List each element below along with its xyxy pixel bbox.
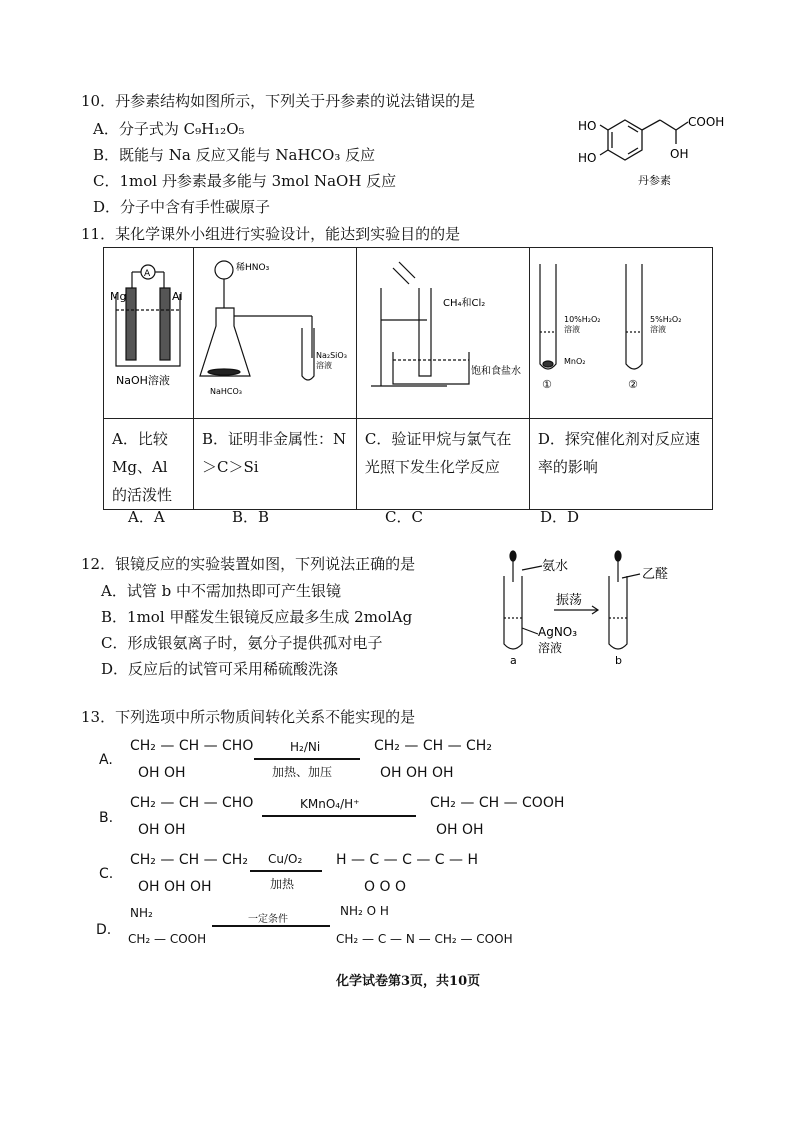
q13-a-arrow (254, 758, 360, 760)
q13-a-product-line1: CH₂ — CH — CH₂ (374, 738, 492, 754)
q10-option-d: D．分子中含有手性碳原子 (93, 198, 271, 216)
q13-stem: 13．下列选项中所示物质间转化关系不能实现的是 (81, 708, 416, 726)
gas-mixture-label: CH₄和Cl₂ (442, 298, 486, 309)
q13-d-arrow (212, 925, 330, 927)
naoh-label: NaOH溶液 (116, 374, 170, 387)
q13-b-reactant-line2: OH OH (138, 822, 186, 838)
ammonia-label: 氨水 (542, 559, 569, 574)
cell-d-text: D．探究催化剂对反应速率的影响 (529, 419, 712, 510)
tube-2-label: ② (627, 378, 638, 391)
q13-a-reactant-line2: OH OH (138, 765, 186, 781)
page-footer: 化学试卷第3页，共10页 (336, 974, 481, 989)
q11-answer-a: A．A (128, 508, 165, 526)
q13-c-reactant-line2: OH OH OH (138, 879, 212, 895)
mg-label: Mg (110, 290, 127, 303)
cooh-label: COOH (688, 115, 725, 129)
cell-b-figure (194, 248, 357, 419)
cell-d-figure (529, 248, 712, 419)
q13-b-arrow (262, 815, 416, 817)
q12-option-d: D．反应后的试管可采用稀硫酸洗涤 (101, 660, 339, 678)
hno3-label: 稀HNO₃ (236, 263, 270, 273)
shake-label: 振荡 (556, 593, 583, 608)
q13-b-product-line1: CH₂ — CH — COOH (430, 795, 565, 811)
h2o2-5-sol-label: 溶液 (649, 325, 666, 334)
q12-option-b: B．1mol 甲醛发生银镜反应最多生成 2molAg (101, 608, 413, 626)
agno3-sol-label: 溶液 (538, 641, 563, 655)
mno2-label: MnO₂ (563, 357, 586, 366)
acidity-apparatus-diagram (194, 248, 354, 414)
q13-d-reactant-line1: NH₂ (130, 906, 153, 920)
q13-a-condition-bottom: 加热、加压 (272, 765, 333, 779)
cell-c-text: C．验证甲烷与氯气在光照下发生化学反应 (356, 419, 529, 510)
q12-option-c: C．形成银氨离子时，氨分子提供孤对电子 (101, 634, 383, 652)
q13-d-condition-top: 一定条件 (248, 914, 288, 925)
tube-a-label: a (510, 654, 517, 667)
q10-stem: 10．丹参素结构如图所示，下列关于丹参素的说法错误的是 (81, 92, 476, 110)
q13-c-condition-bottom: 加热 (270, 877, 295, 891)
q13-b-reactant-line1: CH₂ — CH — CHO (130, 795, 254, 811)
danshensu-structure-figure (570, 108, 740, 190)
q13-a-letter: A. (99, 752, 113, 768)
ho-label-1: HO (578, 119, 597, 133)
tube-1-label: ① (541, 378, 552, 391)
q13-c-product-line2: O O O (364, 879, 406, 895)
methane-chlorination-diagram (357, 248, 527, 414)
q12-stem: 12．银镜反应的实验装置如图，下列说法正确的是 (81, 555, 416, 573)
q12-option-a: A．试管 b 中不需加热即可产生银镜 (101, 582, 341, 600)
h2o2-10-label: 10%H₂O₂ (563, 315, 601, 324)
cell-a-figure (104, 248, 194, 419)
q13-c-product-line1: H — C — C — C — H (336, 852, 478, 868)
na2sio3-label: Na₂SiO₃ (316, 351, 347, 360)
acetaldehyde-label: 乙醛 (642, 567, 669, 582)
cell-b-text: B．证明非金属性：N＞C＞Si (194, 419, 357, 510)
q11-stem: 11．某化学课外小组进行实验设计，能达到实验目的的是 (81, 225, 461, 243)
q13-b-product-line2: OH OH (436, 822, 484, 838)
q11-answer-b: B．B (232, 508, 270, 526)
tube-b-label: b (615, 654, 622, 667)
nahco3-label: NaHCO₃ (210, 387, 243, 396)
q13-d-product-line2: CH₂ — C — N — CH₂ — COOH (336, 932, 513, 946)
danshensu-caption: 丹参素 (638, 174, 671, 187)
brine-label: 饱和食盐水 (470, 366, 521, 377)
q13-b-letter: B. (99, 810, 114, 826)
q13-c-reactant-line1: CH₂ — CH — CH₂ (130, 852, 248, 868)
q10-option-c: C．1mol 丹参素最多能与 3mol NaOH 反应 (93, 172, 397, 190)
ammeter-label: A (144, 269, 151, 279)
q11-answer-c: C．C (385, 508, 423, 526)
q10-option-a: A．分子式为 C₉H₁₂O₅ (93, 120, 245, 138)
q13-d-letter: D. (96, 922, 112, 938)
silver-mirror-apparatus-figure (498, 548, 698, 668)
galvanic-cell-diagram (104, 248, 192, 414)
experiment-table (103, 247, 713, 510)
agno3-label: AgNO₃ (538, 625, 578, 639)
q13-d-product-line1: NH₂ O H (340, 904, 389, 918)
h2o2-5-label: 5%H₂O₂ (649, 315, 682, 324)
na2sio3-sol-label: 溶液 (316, 361, 333, 370)
q13-a-reactant-line1: CH₂ — CH — CHO (130, 738, 254, 754)
cell-a-text: A．比较 Mg、Al 的活泼性 (104, 419, 194, 510)
q13-c-condition-top: Cu/O₂ (268, 852, 303, 866)
al-label: Al (172, 290, 183, 303)
ho-label-2: HO (578, 151, 597, 165)
q13-c-letter: C. (99, 866, 114, 882)
q13-a-product-line2: OH OH OH (380, 765, 454, 781)
q11-answer-d: D．D (540, 508, 580, 526)
oh-label: OH (670, 147, 689, 161)
q13-a-condition-top: H₂/Ni (290, 740, 321, 754)
q13-d-reactant-line2: CH₂ — COOH (128, 932, 207, 946)
q10-option-b: B．既能与 Na 反应又能与 NaHCO₃ 反应 (93, 146, 376, 164)
h2o2-10-sol-label: 溶液 (563, 325, 580, 334)
q13-c-arrow (250, 870, 322, 872)
cell-c-figure (356, 248, 529, 419)
q13-b-condition-top: KMnO₄/H⁺ (300, 797, 360, 811)
catalyst-test-tubes-diagram (530, 248, 710, 414)
